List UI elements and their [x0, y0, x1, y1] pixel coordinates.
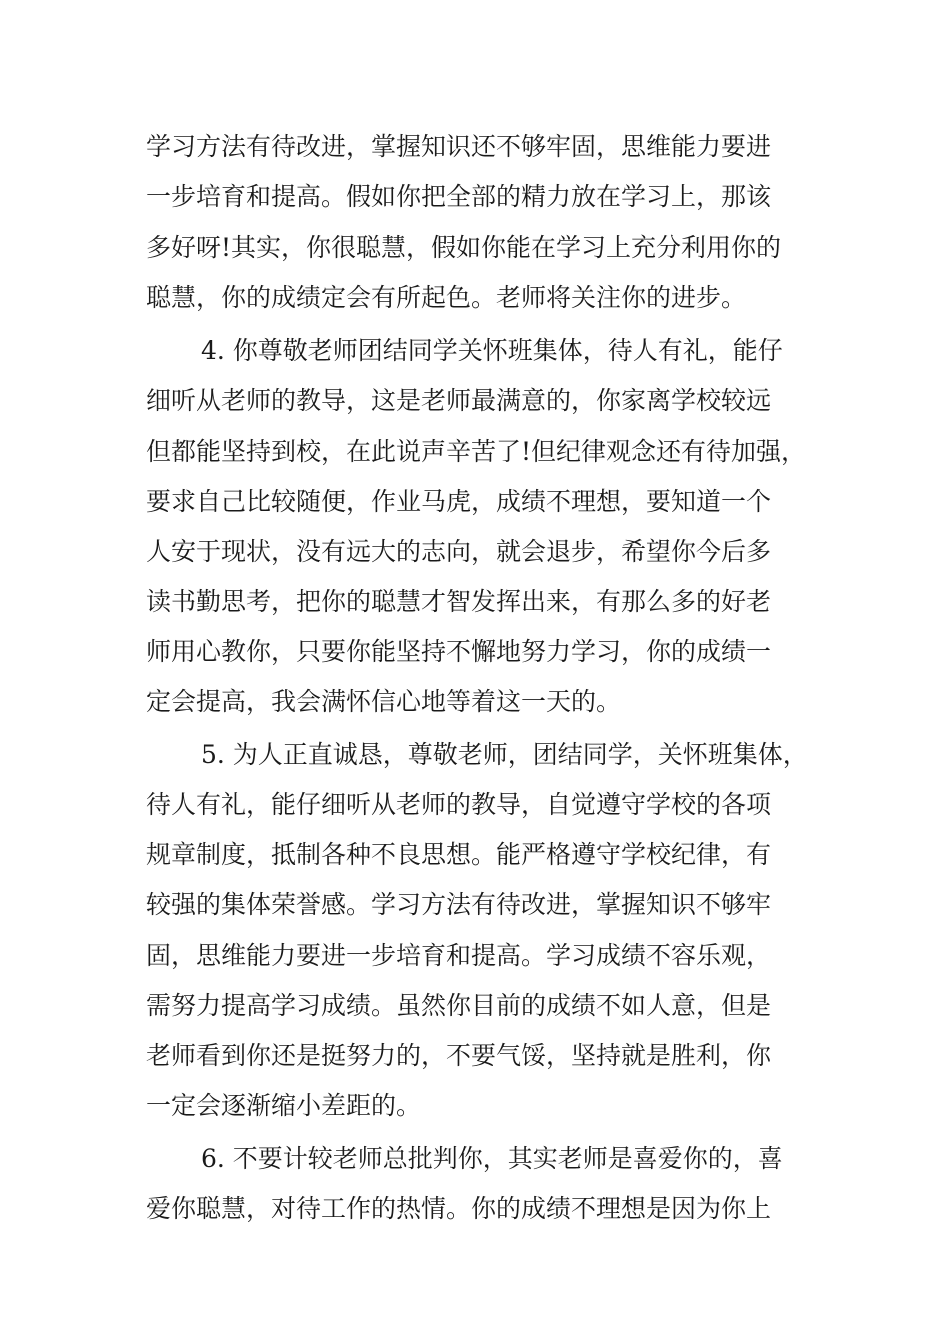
- text-line: 6. 不要计较老师总批判你，其实老师是喜爱你的，喜: [201, 1144, 783, 1173]
- text-line: 人安于现状，没有远大的志向，就会退步，希望你今后多: [146, 537, 772, 566]
- text-line: 要求自己比较随便，作业马虎，成绩不理想，要知道一个: [146, 487, 772, 516]
- text-line: 固，思维能力要进一步培育和提高。学习成绩不容乐观，: [146, 941, 772, 970]
- text-line: 待人有礼，能仔细听从老师的教导，自觉遵守学校的各项: [146, 790, 772, 819]
- text-line: 需努力提高学习成绩。虽然你目前的成绩不如人意，但是: [146, 991, 772, 1020]
- text-line: 4. 你尊敬老师团结同学关怀班集体，待人有礼，能仔: [201, 336, 783, 365]
- text-line: 一定会逐渐缩小差距的。: [146, 1091, 422, 1120]
- text-line: 多好呀!其实，你很聪慧，假如你能在学习上充分利用你的: [146, 233, 782, 262]
- text-line: 但都能坚持到校，在此说声辛苦了!但纪律观念还有待加强，: [146, 437, 807, 466]
- text-line: 爱你聪慧，对待工作的热情。你的成绩不理想是因为你上: [146, 1194, 772, 1223]
- text-line: 读书勤思考，把你的聪慧才智发挥出来，有那么多的好老: [146, 587, 772, 616]
- text-line: 定会提高，我会满怀信心地等着这一天的。: [146, 687, 622, 716]
- text-line: 师用心教你，只要你能坚持不懈地努力学习，你的成绩一: [146, 637, 772, 666]
- text-line: 学习方法有待改进，掌握知识还不够牢固，思维能力要进: [146, 132, 772, 161]
- text-line: 5. 为人正直诚恳，尊敬老师，团结同学，关怀班集体，: [201, 740, 808, 769]
- text-line: 一步培育和提高。假如你把全部的精力放在学习上，那该: [146, 182, 772, 211]
- text-line: 老师看到你还是挺努力的，不要气馁，坚持就是胜利，你: [146, 1041, 772, 1070]
- text-line: 细听从老师的教导，这是老师最满意的，你家离学校较远: [146, 386, 772, 415]
- text-line: 规章制度，抵制各种不良思想。能严格遵守学校纪律，有: [146, 840, 772, 869]
- text-line: 聪慧，你的成绩定会有所起色。老师将关注你的进步。: [146, 283, 747, 312]
- text-line: 较强的集体荣誉感。学习方法有待改进，掌握知识不够牢: [146, 890, 772, 919]
